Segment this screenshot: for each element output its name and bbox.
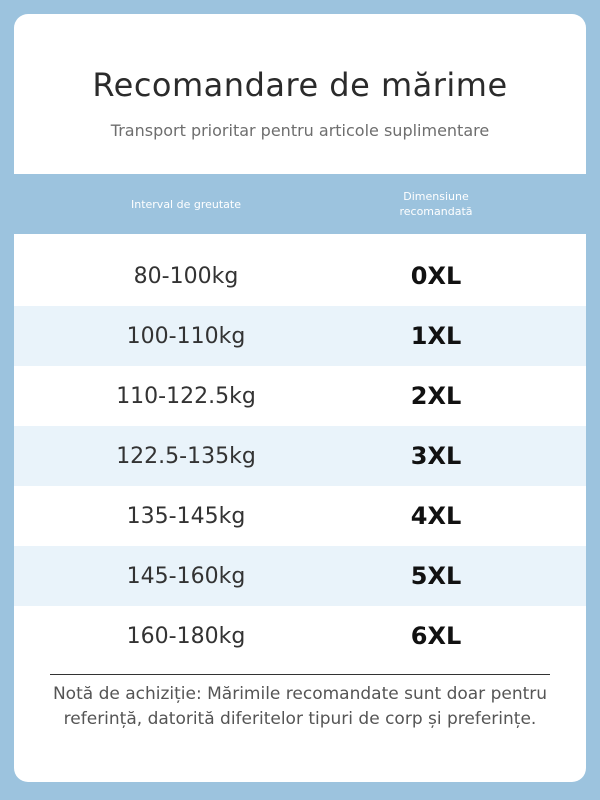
weight-cell: 110-122.5kg	[116, 383, 256, 409]
size-cell: 1XL	[410, 322, 462, 350]
purchase-note: Notă de achiziție: Mărimile recomandate sunt doar pentru referință, datorită diferitelor tipuri de corp și preferințe.	[52, 684, 548, 729]
table-row	[14, 366, 586, 426]
size-cell: 2XL	[410, 382, 462, 410]
table-row	[14, 426, 586, 486]
size-cell: 6XL	[410, 622, 462, 650]
table-row	[14, 606, 586, 666]
weight-cell: 122.5-135kg	[116, 443, 256, 469]
size-cell: 0XL	[410, 262, 462, 290]
weight-cell: 145-160kg	[126, 563, 246, 589]
table-row	[14, 486, 586, 546]
size-cell: 4XL	[410, 502, 462, 530]
table-row	[14, 246, 586, 306]
header-weight-range: Interval de greutate	[130, 197, 241, 211]
table-header	[14, 174, 586, 234]
table-row	[14, 306, 586, 366]
weight-cell: 160-180kg	[126, 623, 246, 649]
weight-cell: 135-145kg	[126, 503, 246, 529]
size-cell: 5XL	[410, 562, 462, 590]
page-subtitle: Transport prioritar pentru articole suplimentare	[110, 121, 490, 140]
size-chart-card	[14, 14, 586, 782]
table-row	[14, 546, 586, 606]
page-title: Recomandare de mărime	[92, 66, 508, 104]
size-cell: 3XL	[410, 442, 462, 470]
weight-cell: 80-100kg	[133, 263, 239, 289]
divider-line	[50, 674, 550, 675]
header-recommended-size: Dimensiune recomandată	[399, 190, 473, 218]
weight-cell: 100-110kg	[126, 323, 246, 349]
